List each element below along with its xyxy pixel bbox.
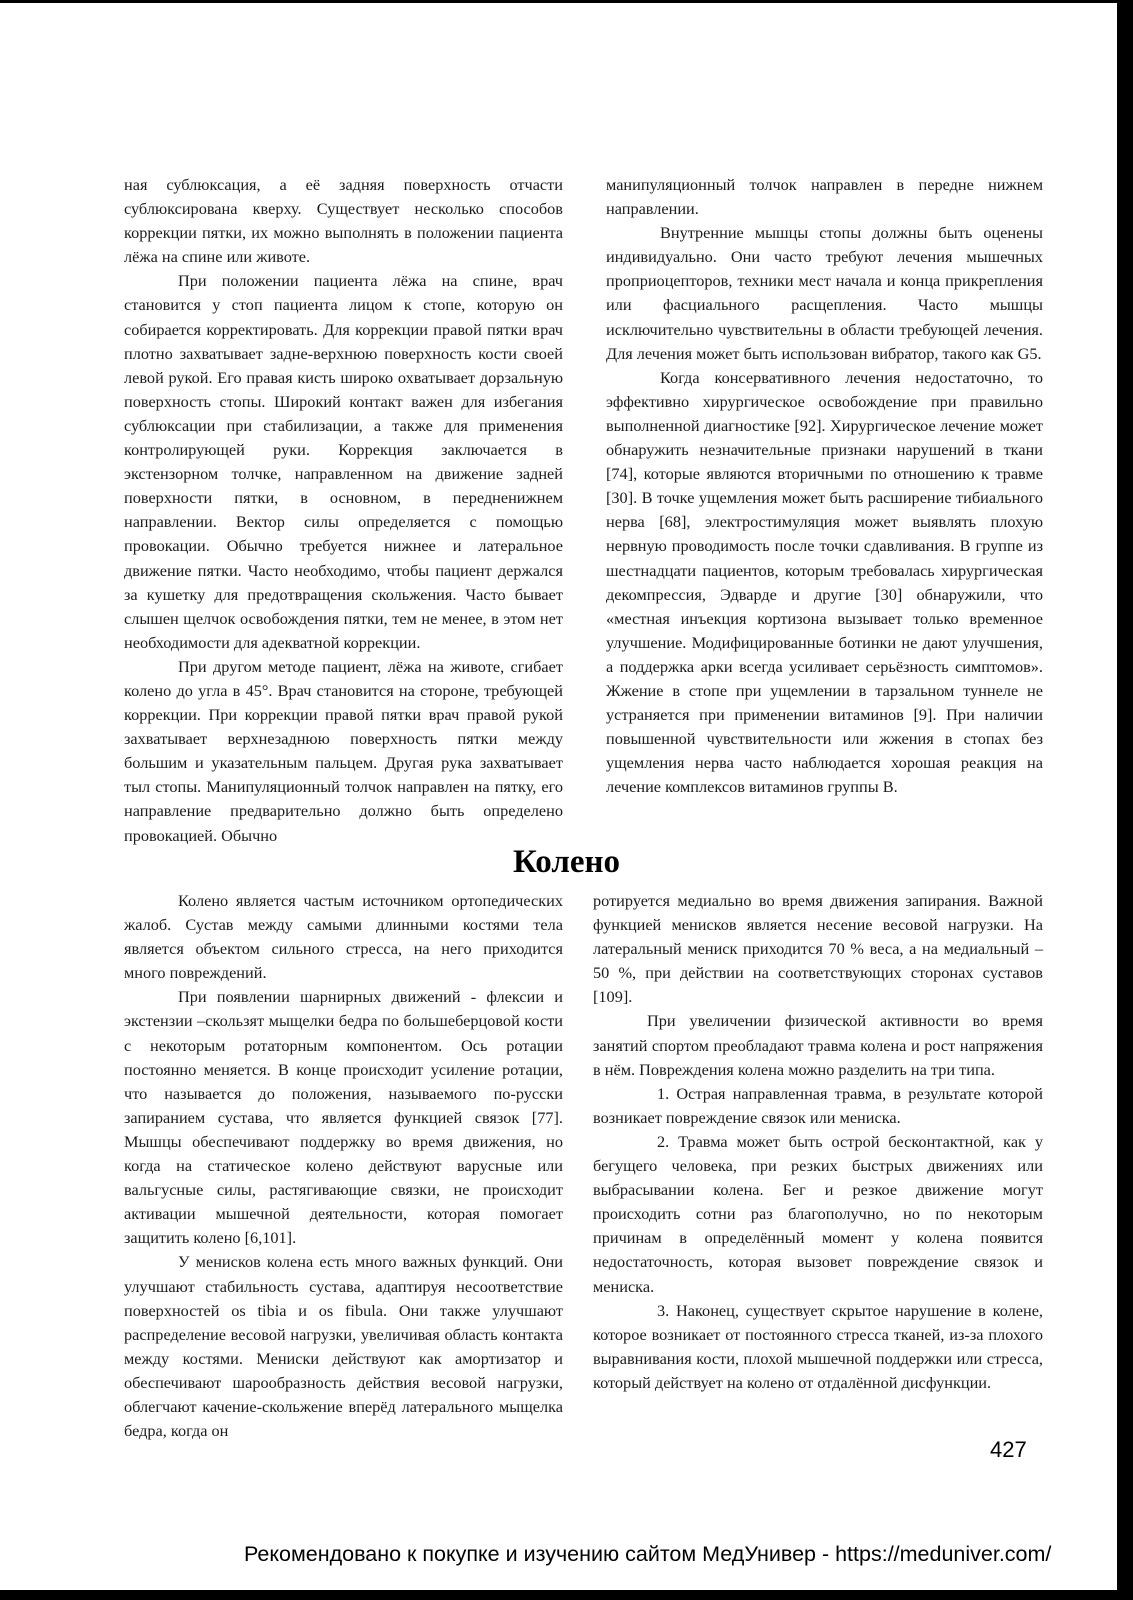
paragraph: При другом методе пациент, лёжа на животе, сгибает колено до угла в 45°. Врач становится на стороне, требующей коррекции. При коррекции правой пятки врач правой рукой захватывает верхнезаднюю поверхность пятки между большим и указательным пальцем. Другая рука захватывает тыл стопы. Манипуляционный толчок направлен на пятку, его направление предварительно должно быть определено провокацией. Обычно [124, 656, 563, 845]
paragraph: При положении пациента лёжа на спине, врач становится у стоп пациента лицом к стопе, которую он собирается корректировать. Для коррекции правой пятки врач плотно захватывает задне-верхнюю поверхность кости своей левой рукой. Его правая кисть широко охватывает дорзальную поверхность стопы. Широкий контакт важен для избегания сублюксации при стабилизации, а также для применения контролирующей руки. Коррекция заключается в экстензорном толчке, направленном на движение задней поверхности пятки, в основном, в передненижнем направлении. Вектор силы определяется с помощью провокации. Обычно требуется нижнее и латеральное движение пятки. Часто необходимо, чтобы пациент держался за кушетку для предотвращения скольжения. Часто бывает слышен щелчок освобождения пятки, тем не менее, в этом нет необходимости для адекватной коррекции. [124, 271, 563, 652]
paragraph: ная сублюксация, а её задняя поверхность отчасти сублюксирована кверху. Существует несколько способов коррекции пятки, их можно выполнять в положении пациента лёжа на спине или животе. [124, 175, 563, 267]
column-top-left [124, 173, 563, 848]
paragraph: Когда консервативного лечения недостаточно, то эффективно хирургическое освобождение при правильно выполненной диагностике [92]. Хирургическое лечение может обнаружить незначительные признаки нарушений в ткани [74], которые являются вторичными по отношению к травме [30]. В точке ущемления может быть расширение тибиального нерва [68], электростимуляция может выявлять плохую нервную проводимость после точки сдавливания. В группе из шестнадцати пациентов, которым требовалась хирургическая декомпрессия, Эдварде и другие [30] обнаружили, что «местная инъекция кортизона вызывает только временное улучшение. Модифицированные ботинки не дают улучшения, а поддержка арки всегда усиливает серьёзность симптомов». Жжение в стопе при ущемлении в тарзальном туннеле не устраняется при применении витаминов [9]. При наличии повышенной чувствительности или жжения в стопах без ущемления нерва часто наблюдается хорошая реакция на лечение комплексов витаминов группы В. [606, 367, 1043, 797]
paragraph: Колено является частым источником ортопедических жалоб. Сустав между самыми длинными костями тела является объектом сильного стресса, на него приходится много повреждений. [124, 891, 563, 983]
list-item: 1. Острая направленная травма, в результате которой возникает повреждение связок или мениска. [593, 1083, 1043, 1127]
column-bottom-left [124, 889, 563, 1443]
paragraph: У менисков колена есть много важных функций. Они улучшают стабильность сустава, адаптируя несоответствие поверхностей os tibia и os fibula. Они также улучшают распределение весовой нагрузки, увеличивая область контакта между костями. Мениски действуют как амортизатор и обеспечивают шарообразность действия весовой нагрузки, облегчают качение-скольжение вперёд латерального мыщелка бедра, когда он [124, 1252, 563, 1441]
column-bottom-right [593, 889, 1043, 1395]
scan-border-top [0, 0, 1133, 3]
column-top-right [606, 173, 1043, 799]
list-item: 2. Травма может быть острой бесконтактной, как у бегущего человека, при резких быстрых движениях или выбрасывании колена. Бег и резкое движение могут происходить сотни раз благополучно, но по некоторым причинам в определённый момент у колена появится недостаточность, которая вызовет повреждение связок и мениска. [593, 1131, 1043, 1296]
paragraph: При появлении шарнирных движений - флексии и экстензии –скользят мыщелки бедра по большеберцовой кости с некоторым ротаторным компонентом. Ось ротации постоянно меняется. В конце происходит усиление ротации, что называется до положения, называемого по-русски запиранием сустава, что является функцией связок [77]. Мышцы обеспечивают поддержку во время движения, но когда на статическое колено действуют варусные или вальгусные силы, растягивающие связки, не происходит активации мышечной деятельности, которая помогает защитить колено [6,101]. [124, 987, 563, 1248]
paragraph: манипуляционный толчок направлен в передне нижнем направлении. [606, 175, 1043, 219]
scan-border-right [1117, 0, 1133, 1600]
list-item: 3. Наконец, существует скрытое нарушение в колене, которое возникает от постоянного стресса тканей, из-за плохого выравнивания кости, плохой мышечной поддержки или стресса, который действует на колено от отдалённой дисфункции. [593, 1300, 1043, 1392]
paragraph: ротируется медиально во время движения запирания. Важной функцией менисков является несение весовой нагрузки. На латеральный мениск приходится 70 % веса, а на медиальный – 50 %, при действии на соответствующих сторонах суставов [109]. [593, 891, 1043, 1007]
section-heading: Колено [512, 844, 621, 880]
paragraph: Внутренние мышцы стопы должны быть оценены индивидуально. Они часто требуют лечения мышечных проприоцепторов, техники мест начала и конца прикрепления или фасциального расщепления. Часто мышцы исключительно чувствительны в области требующей лечения. Для лечения может быть использован вибратор, такого как G5. [606, 223, 1043, 363]
paragraph: При увеличении физической активности во время занятий спортом преобладают травма колена и рост напряжения в нём. Повреждения колена можно разделить на три типа. [593, 1011, 1043, 1079]
footer-note: Рекомендовано к покупке и изучению сайтом МедУнивер - https://meduniver.com/ [244, 1542, 1052, 1566]
page-number: 427 [990, 1437, 1027, 1462]
scan-border-bottom [0, 1590, 1133, 1600]
